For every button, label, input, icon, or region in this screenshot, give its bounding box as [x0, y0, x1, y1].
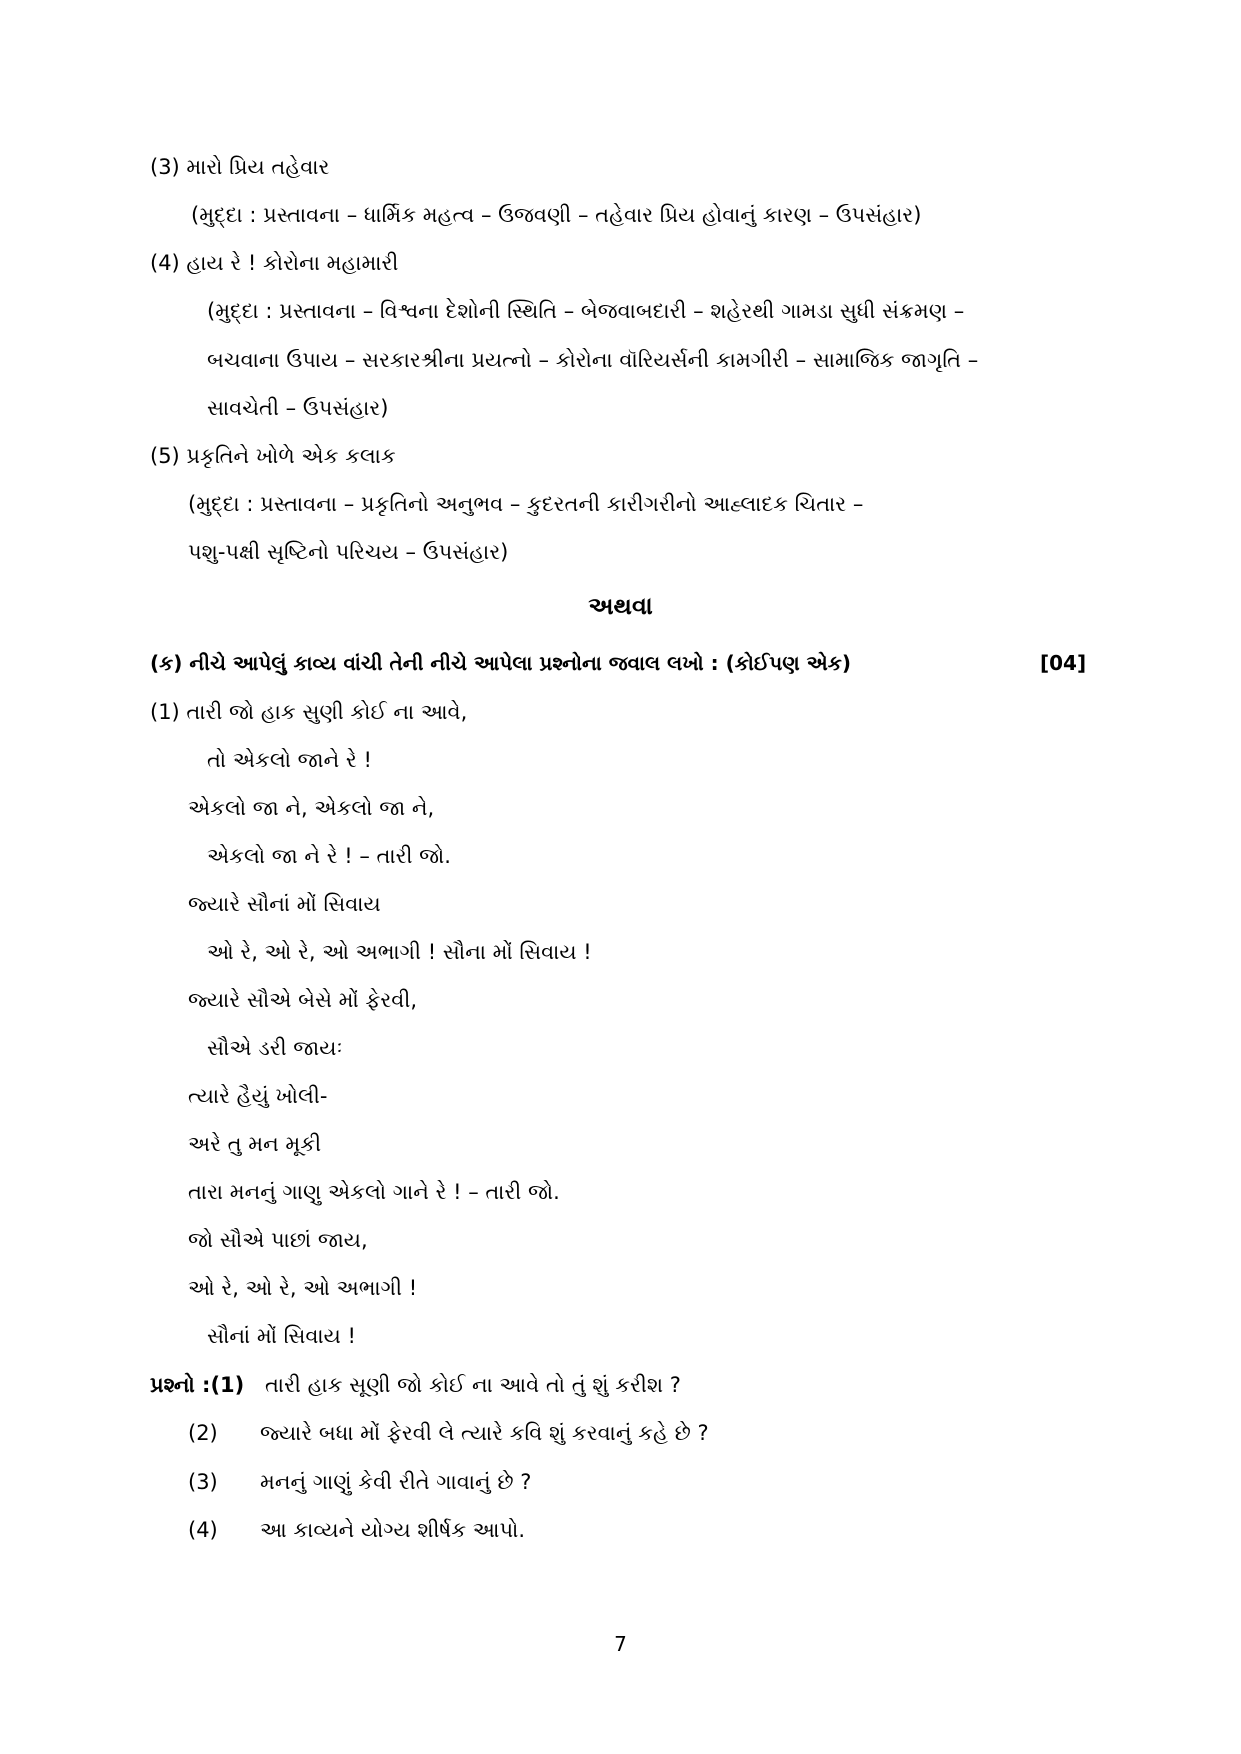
question-2-text: જ્યારે બધા મોં ફેરવી લે ત્યારે કવિ શું કરવાનું કહે છે ? [260, 1421, 709, 1445]
poem-line-7: જ્યારે સૌએ બેસે મોં ફેરવી, [188, 988, 418, 1012]
poem-line-9: ત્યારે હૈયું ખોલી- [188, 1084, 328, 1108]
question-4-text: આ કાવ્યને યોગ્ય શીર્ષક આપો. [260, 1518, 526, 1542]
poem-line-8: સૌએ ડરી જાયઃ [207, 1036, 343, 1060]
or-heading: અથવા [588, 592, 653, 620]
essay-4-title: (4) હાય રે ! કોરોના મહામારી [150, 251, 399, 275]
essay-4-points-line-3: સાવચેતી – ઉપસંહાર) [207, 396, 389, 420]
essay-5-points-line-1: (મુદ્દા : પ્રસ્તાવના – પ્રકૃતિનો અનુભવ – કુદરતની કારીગરીનો આહ્લાદક ચિતાર – [188, 492, 864, 516]
question-4-number: (4) [188, 1518, 218, 1542]
poem-line-1: (1) તારી જો હાક સુણી કોઈ ના આવે, [150, 700, 468, 724]
poem-line-12: જો સૌએ પાછાં જાય, [188, 1228, 368, 1252]
essay-4-points-line-1: (મુદ્દા : પ્રસ્તાવના – વિશ્વના દેશોની સ્થિતિ – બેજવાબદારી – શહેરથી ગામડા સુધી સંક્રમણ – [207, 299, 965, 323]
question-heading: (ક) નીચે આપેલું કાવ્ય વાંચી તેની નીચે આપેલા પ્રશ્નોના જવાલ લખો : (કોઈપણ એક) [150, 651, 852, 675]
poem-line-13: ઓ રે, ઓ રે, ઓ અભાગી ! [188, 1276, 418, 1300]
essay-3-title: (3) મારો પ્રિય તહેવાર [150, 155, 330, 179]
essay-5-points-line-2: પશુ-પક્ષી સૃષ્ટિનો પરિચય – ઉપસંહાર) [188, 540, 509, 564]
poem-line-6: ઓ રે, ઓ રે, ઓ અભાગી ! સૌના મોં સિવાય ! [207, 940, 592, 964]
poem-line-3: એકલો જા ને, એકલો જા ને, [188, 796, 435, 820]
question-3-number: (3) [188, 1470, 218, 1494]
question-3-text: મનનું ગાણું કેવી રીતે ગાવાનું છે ? [260, 1470, 532, 1494]
essay-3-points: (મુદ્દા : પ્રસ્તાવના – ધાર્મિક મહત્વ – ઉજવણી – તહેવાર પ્રિય હોવાનું કારણ – ઉપસંહાર) [191, 203, 922, 227]
essay-4-points-line-2: બચવાના ઉપાય – સરકારશ્રીના પ્રયત્નો – કોરોના વૉરિયર્સની કામગીરી – સામાજિક જાગૃતિ – [207, 348, 979, 372]
poem-line-5: જ્યારે સૌનાં મોં સિવાય [188, 892, 381, 916]
poem-line-10: અરે તુ મન મૂકી [188, 1132, 322, 1156]
question-marks: [04] [1040, 651, 1087, 675]
poem-line-2: તો એકલો જાને રે ! [207, 748, 372, 772]
poem-line-4: એકલો જા ને રે ! – તારી જો. [207, 844, 451, 868]
questions-label: પ્રશ્નો :(1) [150, 1373, 245, 1397]
question-2-number: (2) [188, 1421, 218, 1445]
essay-5-title: (5) પ્રકૃતિને ખોળે એક કલાક [150, 444, 396, 468]
poem-line-11: તારા મનનું ગાણુ એકલો ગાને રે ! – તારી જો. [188, 1180, 560, 1204]
question-1-text: તારી હાક સૂણી જો કોઈ ના આવે તો તું શું કરીશ ? [265, 1373, 681, 1397]
poem-line-14: સૌનાં મોં સિવાય ! [207, 1324, 356, 1348]
page-number: 7 [614, 1632, 627, 1656]
